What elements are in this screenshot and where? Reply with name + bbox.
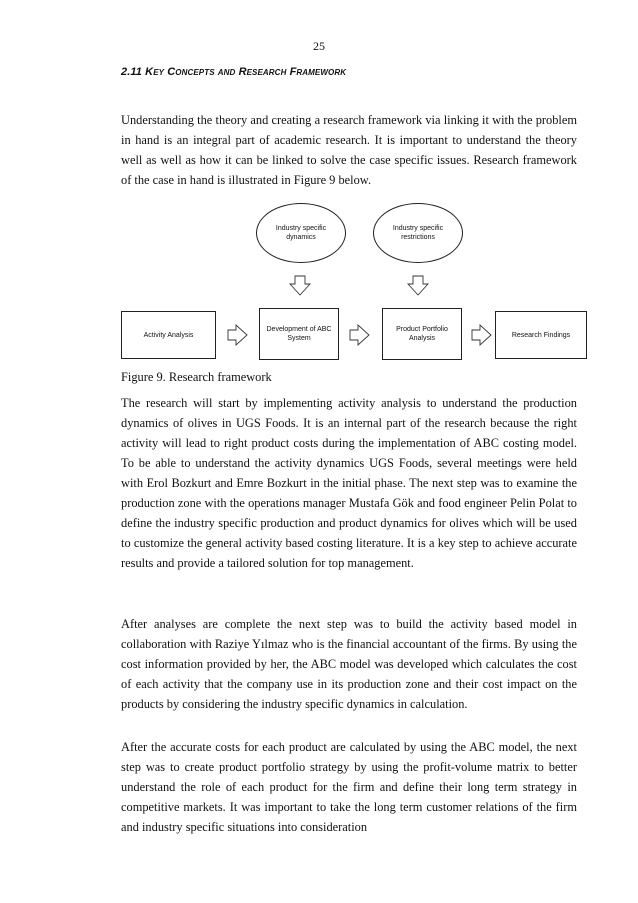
- paragraph-portfolio: After the accurate costs for each product are calculated by using the ABC model, the next step was to create product portfolio strategy by using the profit-volume matrix to better understand the role of each product for the firm and define their long term strategy in competitive markets. It was important to take the long term customer relations of the firm and industry specific situations into consideration: [121, 740, 577, 834]
- paragraph-abc-model: After analyses are complete the next step was to build the activity based model in collaboration with Raziye Yılmaz who is the financial accountant of the firms. By using the cost information provided by her, the ABC model was developed which calculates the cost of each activity that the company use in its production zone and their cost impact on the products by considering the industry specific dynamics in calculation.: [121, 617, 577, 711]
- right-arrow-icon: [227, 323, 249, 347]
- down-arrow-icon: [288, 275, 312, 297]
- box-research-findings: Research Findings: [495, 311, 587, 359]
- box-product-portfolio: Product Portfolio Analysis: [382, 308, 462, 360]
- research-framework-figure: [121, 195, 586, 370]
- down-arrow-icon: [406, 275, 430, 297]
- ellipse-industry-restrictions: Industry specific restrictions: [373, 203, 463, 263]
- right-arrow-icon: [471, 323, 493, 347]
- box-activity-analysis: Activity Analysis: [121, 311, 216, 359]
- section-heading: 2.11 Key Concepts and Research Framework: [121, 66, 347, 78]
- ellipse-industry-dynamics: Industry specific dynamics: [256, 203, 346, 263]
- right-arrow-icon: [349, 323, 371, 347]
- paragraph-activity-analysis: The research will start by implementing activity analysis to understand the production dynamics of olives in UGS Foods. It is an internal part of the research because the right activity will lead to right product costs during the implementation of ABC costing model. To be able to understand the activity dynamics UGS Foods, several meetings were held with Erol Bozkurt and Emre Bozkurt in the initial phase. The next step was to examine the production zone with the operations manager Mustafa Gök and food engineer Pelin Polat to define the industry specific production and product dynamics for olives which will be used to customize the general activity based costing literature. It is a key step to achieve accurate results and provide a tailored solution for top management.: [121, 396, 577, 570]
- paragraph-intro: Understanding the theory and creating a research framework via linking it with the problem in hand is an integral part of academic research. It is important to understand the theory well as well as how it can be linked to solve the case specific issues. Research framework of the case in hand is illustrated in Figure 9 below.: [121, 113, 577, 187]
- box-abc-system: Development of ABC System: [259, 308, 339, 360]
- figure-caption: Figure 9. Research framework: [121, 370, 272, 384]
- page-number: 25: [313, 39, 325, 53]
